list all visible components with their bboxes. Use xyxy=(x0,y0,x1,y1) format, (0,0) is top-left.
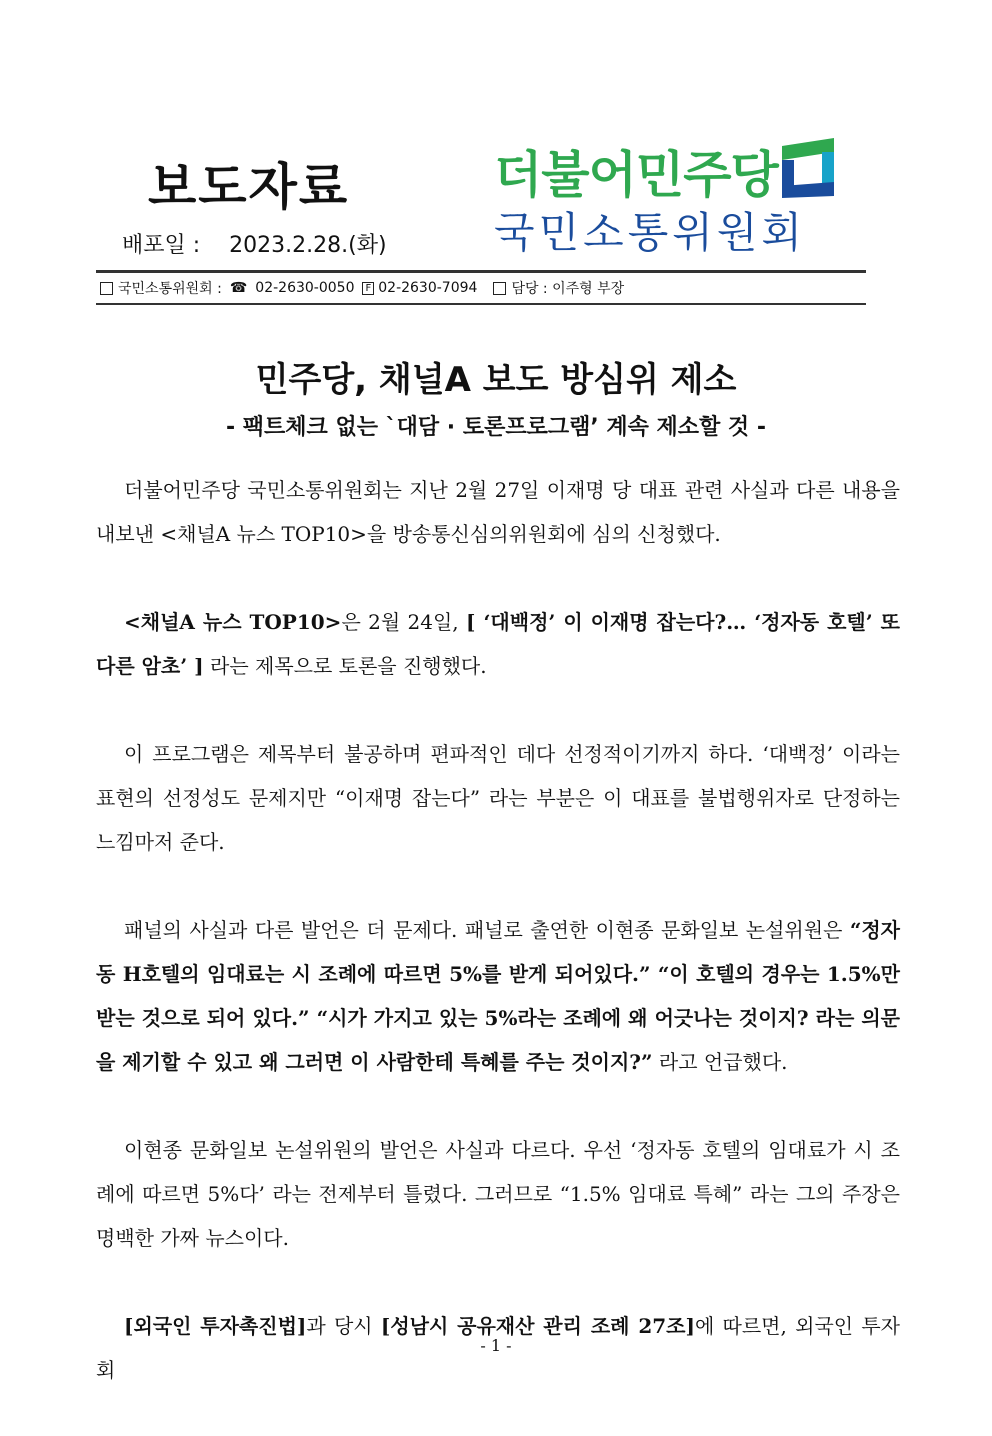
phone-icon: ☎ xyxy=(229,280,248,296)
header-divider-bottom xyxy=(96,303,866,305)
paragraph-5: 이현종 문화일보 논설위원의 발언은 사실과 다르다. 우선 ‘정자동 호텔의 임대료가 시 조례에 따르면 5%다’ 라는 전제부터 틀렸다. 그러므로 “1.5% 임대료 특혜” 라는 그의 주장은 명백한 가짜 뉴스이다. xyxy=(96,1138,900,1250)
contact-fax: 02-2630-7094 xyxy=(378,280,478,296)
checkbox-square-icon xyxy=(100,282,113,295)
release-date xyxy=(122,228,387,259)
release-date-value: 2023.2.28.(화) xyxy=(229,233,387,258)
committee-logo-text: 국민소통위원회 xyxy=(494,208,807,257)
subheadline: - 팩트체크 없는 `대담 · 토론프로그램’ 계속 제소할 것 - xyxy=(226,415,766,440)
checkbox-square-icon xyxy=(493,282,506,295)
header-divider-top xyxy=(96,270,866,273)
page-number: - 1 - xyxy=(480,1336,512,1355)
paragraph-6: [외국인 투자촉진법]과 당시 [성남시 공유재산 관리 조례 27조]에 따르면, 외국인 투자회 xyxy=(96,1314,900,1382)
paragraph-3: 이 프로그램은 제목부터 불공하며 편파적인 데다 선정적이기까지 하다. ‘대백정’ 이라는 표현의 선정성도 문제지만 “이재명 잡는다” 라는 부분은 이 대표를 불법행위자로 단정하는 느낌마저 준다. xyxy=(96,742,900,854)
contact-manager: 담당 : 이주형 부장 xyxy=(511,281,625,297)
party-logo-icon xyxy=(778,136,838,200)
fax-icon: F xyxy=(362,282,374,295)
paragraph-1: 더불어민주당 국민소통위원회는 지난 2월 27일 이재명 당 대표 관련 사실과 다른 내용을 내보낸 <채널A 뉴스 TOP10>을 방송통신심의위원회에 심의 신청했다. xyxy=(96,478,900,546)
article-body xyxy=(96,468,900,1436)
broadcast-title: [ ‘대백정’ 이 이재명 잡는다?… ‘정자동 호텔’ 또다른 암초’ ] xyxy=(96,610,900,678)
contact-bar xyxy=(100,277,624,299)
law-reference: [외국인 투자촉진법] xyxy=(124,1314,307,1338)
program-name: <채널A 뉴스 TOP10> xyxy=(124,610,342,634)
ordinance-reference: [성남시 공유재산 관리 조례 27조] xyxy=(380,1314,695,1338)
paragraph-2: <채널A 뉴스 TOP10>은 2월 24일, [ ‘대백정’ 이 이재명 잡는다?… ‘정자동 호텔’ 또다른 암초’ ] 라는 제목으로 토론을 진행했다. xyxy=(96,610,900,678)
contact-org: 국민소통위원회 : xyxy=(118,281,222,297)
headline: 민주당, 채널A 보도 방심위 제소 xyxy=(255,360,737,400)
release-date-label: 배포일 : xyxy=(122,233,201,258)
party-logo-text: 더불어민주당 xyxy=(494,146,778,204)
press-release-title: 보도자료 xyxy=(148,158,350,216)
panel-quote: “정자동 H호텔의 임대료는 시 조례에 따르면 5%를 받게 되어있다.” “이 호텔의 경우는 1.5%만 받는 것으로 되어 있다.” “시가 가지고 있는 5%라는 조례에 왜 어긋나는 것이지? 라는 의문을 제기할 수 있고 왜 그러면 이 사람한테 특혜를 주는 것이지?” xyxy=(96,918,900,1074)
contact-phone: 02-2630-0050 xyxy=(255,280,355,296)
paragraph-4: 패널의 사실과 다른 발언은 더 문제다. 패널로 출연한 이현종 문화일보 논설위원은 “정자동 H호텔의 임대료는 시 조례에 따르면 5%를 받게 되어있다.” “이 호텔의 경우는 1.5%만 받는 것으로 되어 있다.” “시가 가지고 있는 5%라는 조례에 왜 어긋나는 것이지? 라는 의문을 제기할 수 있고 왜 그러면 이 사람한테 특혜를 주는 것이지?” 라고 언급했다. xyxy=(96,918,900,1074)
